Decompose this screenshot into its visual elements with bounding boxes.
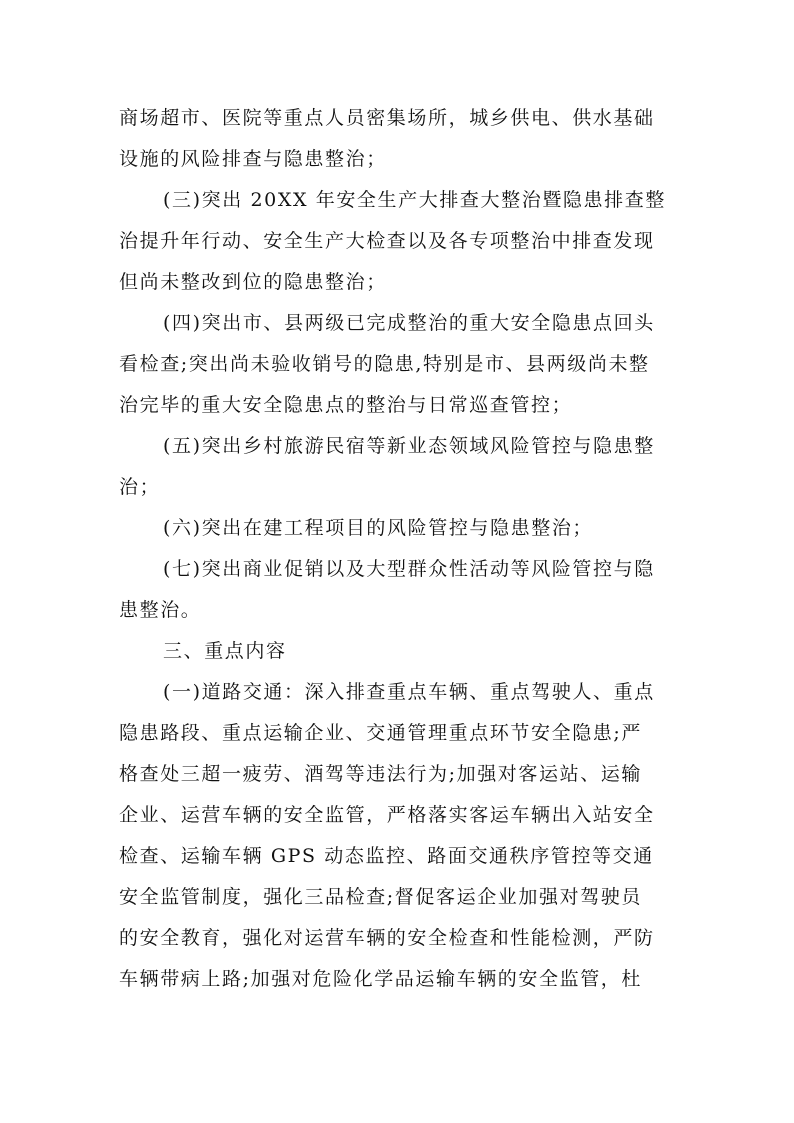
text-line: (七)突出商业促销以及大型群众性活动等风险管控与隐	[163, 558, 655, 580]
text-line: 但尚未整改到位的隐患整治；	[119, 271, 387, 293]
section-heading: 三、重点内容	[163, 640, 287, 662]
text-line: 安全监管制度，强化三品检查;督促客运企业加强对驾驶员	[119, 886, 643, 908]
text-line: (四)突出市、县两级已完成整治的重大安全隐患点回头	[163, 312, 655, 334]
text-line: 商场超市、医院等重点人员密集场所，城乡供电、供水基础	[119, 107, 655, 129]
text-line: 隐患路段、重点运输企业、交通管理重点环节安全隐患;严	[119, 722, 643, 744]
text-line: 治提升年行动、安全生产大检查以及各专项整治中排查发现	[119, 230, 655, 252]
text-line: (三)突出 20XX 年安全生产大排查大整治暨隐患排查整	[163, 189, 666, 211]
text-line: 的安全教育，强化对运营车辆的安全检查和性能检测，严防	[119, 927, 655, 949]
text-line: 车辆带病上路;加强对危险化学品运输车辆的安全监管，杜	[119, 968, 643, 990]
text-line: 治；	[119, 476, 161, 498]
text-line: 看检查;突出尚未验收销号的隐患,特别是市、县两级尚未整	[119, 353, 650, 375]
text-line: 患整治。	[119, 599, 202, 621]
text-line: (六)突出在建工程项目的风险管控与隐患整治；	[163, 517, 594, 539]
text-line: 企业、运营车辆的安全监管，严格落实客运车辆出入站安全	[119, 804, 655, 826]
text-line: (一)道路交通：深入排查重点车辆、重点驾驶人、重点	[163, 681, 655, 703]
document-body	[119, 98, 677, 1000]
text-line: 设施的风险排查与隐患整治；	[119, 148, 387, 170]
text-line: (五)突出乡村旅游民宿等新业态领域风险管控与隐患整	[163, 435, 655, 457]
text-line: 检查、运输车辆 GPS 动态监控、路面交通秩序管控等交通	[119, 845, 654, 867]
text-line: 治完毕的重大安全隐患点的整治与日常巡查管控；	[119, 394, 573, 416]
text-line: 格查处三超一疲劳、酒驾等违法行为;加强对客运站、运输	[119, 763, 643, 785]
